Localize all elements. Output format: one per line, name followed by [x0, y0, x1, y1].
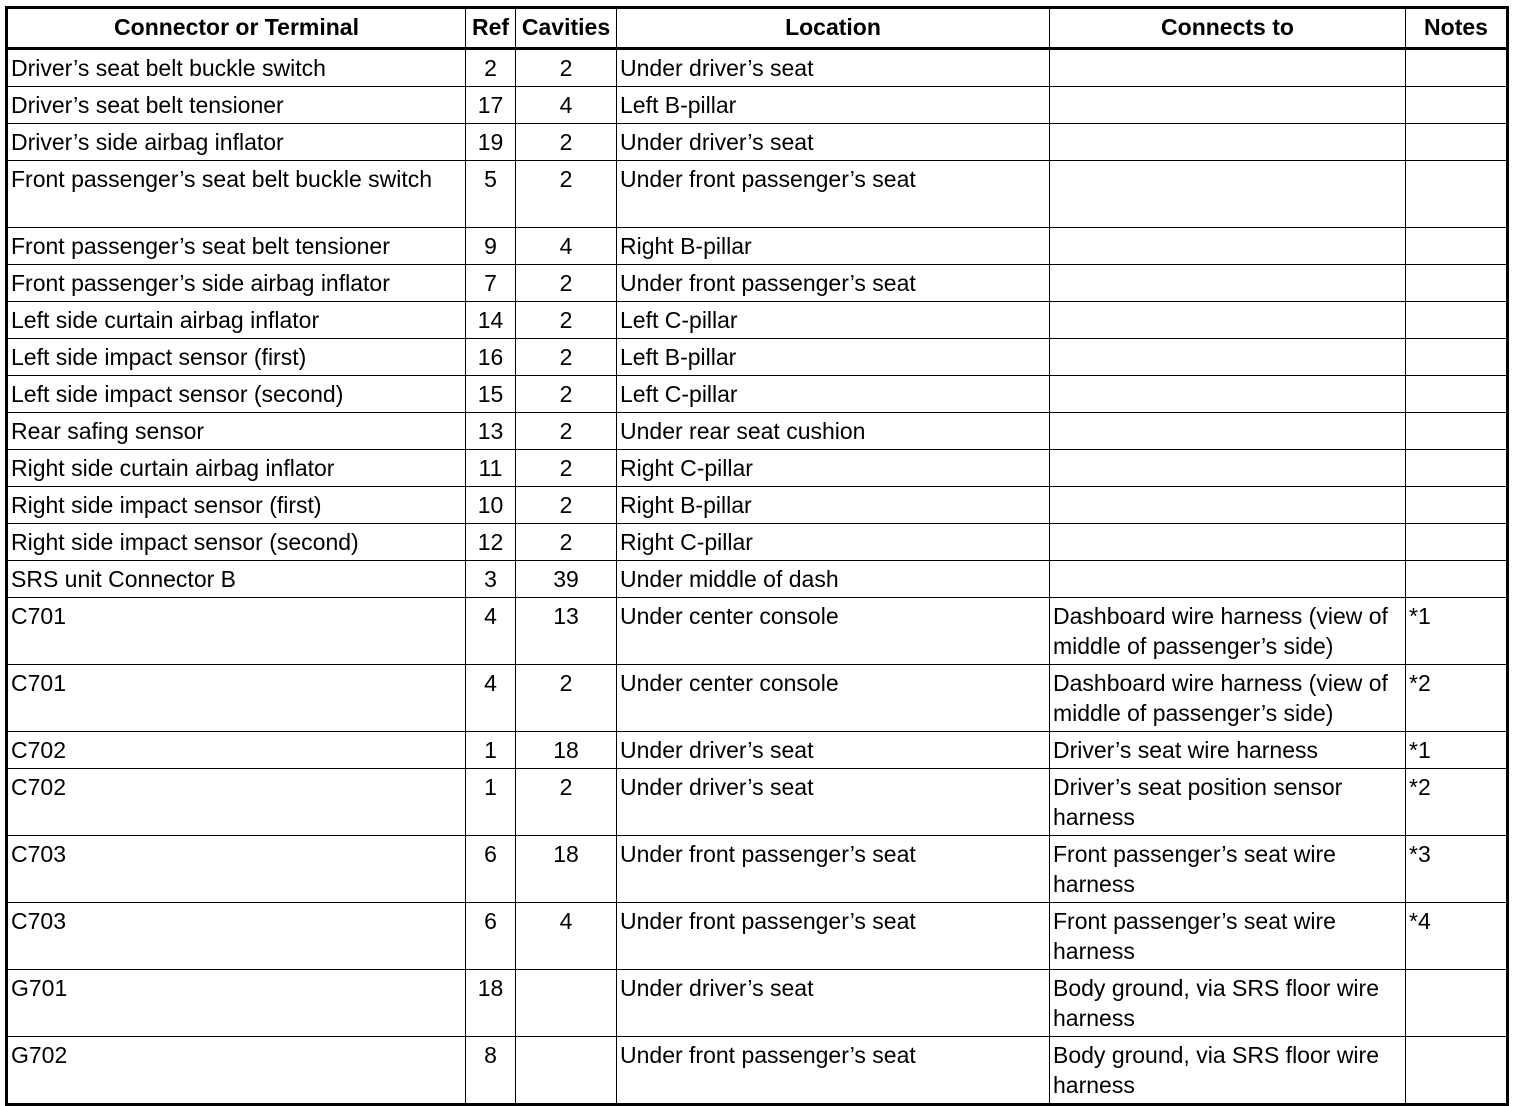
connector-table: [5, 6, 1509, 1106]
cell-ref: 6: [466, 836, 516, 903]
cell-connector: C703: [7, 836, 466, 903]
cell-notes: [1406, 302, 1508, 339]
cell-location: Under front passenger’s seat: [617, 265, 1050, 302]
cell-cavities: 2: [516, 302, 617, 339]
cell-notes: *2: [1406, 665, 1508, 732]
table-row: [7, 265, 1508, 302]
cell-ref: 9: [466, 228, 516, 265]
cell-connector: G702: [7, 1037, 466, 1105]
cell-connector: Rear safing sensor: [7, 413, 466, 450]
cell-ref: 5: [466, 161, 516, 228]
cell-connects-to: [1050, 450, 1406, 487]
header-connects-to: Connects to: [1050, 8, 1406, 49]
cell-cavities: 4: [516, 903, 617, 970]
table-row: [7, 49, 1508, 87]
table-row: [7, 161, 1508, 228]
cell-cavities: 2: [516, 524, 617, 561]
cell-ref: 3: [466, 561, 516, 598]
cell-connector: Right side impact sensor (first): [7, 487, 466, 524]
cell-ref: 4: [466, 598, 516, 665]
cell-connects-to: [1050, 49, 1406, 87]
cell-connector: C703: [7, 903, 466, 970]
cell-cavities: 2: [516, 124, 617, 161]
cell-connects-to: [1050, 302, 1406, 339]
table-row: [7, 302, 1508, 339]
cell-ref: 7: [466, 265, 516, 302]
cell-location: Right B-pillar: [617, 228, 1050, 265]
cell-location: Under driver’s seat: [617, 124, 1050, 161]
cell-connector: Right side impact sensor (second): [7, 524, 466, 561]
cell-cavities: 13: [516, 598, 617, 665]
table-row: [7, 970, 1508, 1037]
table-row: [7, 836, 1508, 903]
table-row: [7, 561, 1508, 598]
cell-connects-to: [1050, 87, 1406, 124]
table-row: [7, 450, 1508, 487]
cell-cavities: 39: [516, 561, 617, 598]
table-row: [7, 732, 1508, 769]
cell-connector: Left side impact sensor (first): [7, 339, 466, 376]
cell-connector: G701: [7, 970, 466, 1037]
cell-connector: C702: [7, 732, 466, 769]
table-row: [7, 228, 1508, 265]
cell-location: Left C-pillar: [617, 376, 1050, 413]
table-row: [7, 598, 1508, 665]
cell-notes: [1406, 376, 1508, 413]
cell-location: Under front passenger’s seat: [617, 836, 1050, 903]
cell-cavities: [516, 1037, 617, 1105]
cell-notes: [1406, 49, 1508, 87]
cell-ref: 4: [466, 665, 516, 732]
header-connector: Connector or Terminal: [7, 8, 466, 49]
cell-notes: [1406, 413, 1508, 450]
cell-notes: *4: [1406, 903, 1508, 970]
cell-ref: 19: [466, 124, 516, 161]
cell-notes: *2: [1406, 769, 1508, 836]
cell-cavities: 18: [516, 836, 617, 903]
cell-ref: 6: [466, 903, 516, 970]
table-row: [7, 524, 1508, 561]
cell-connector: SRS unit Connector B: [7, 561, 466, 598]
table-row: [7, 665, 1508, 732]
cell-ref: 1: [466, 732, 516, 769]
cell-cavities: 4: [516, 228, 617, 265]
cell-location: Under driver’s seat: [617, 732, 1050, 769]
cell-ref: 2: [466, 49, 516, 87]
cell-notes: [1406, 450, 1508, 487]
cell-cavities: 2: [516, 665, 617, 732]
cell-cavities: [516, 970, 617, 1037]
cell-connects-to: Dashboard wire harness (view of middle of passenger’s side): [1050, 665, 1406, 732]
cell-ref: 1: [466, 769, 516, 836]
cell-notes: [1406, 161, 1508, 228]
cell-location: Left B-pillar: [617, 339, 1050, 376]
cell-ref: 18: [466, 970, 516, 1037]
cell-connector: C701: [7, 665, 466, 732]
cell-notes: *1: [1406, 732, 1508, 769]
cell-connects-to: Body ground, via SRS floor wire harness: [1050, 1037, 1406, 1105]
cell-notes: [1406, 524, 1508, 561]
cell-connects-to: Dashboard wire harness (view of middle of passenger’s side): [1050, 598, 1406, 665]
cell-connects-to: Driver’s seat wire harness: [1050, 732, 1406, 769]
cell-notes: [1406, 87, 1508, 124]
cell-ref: 11: [466, 450, 516, 487]
cell-ref: 10: [466, 487, 516, 524]
cell-notes: [1406, 265, 1508, 302]
cell-location: Under driver’s seat: [617, 769, 1050, 836]
cell-notes: [1406, 487, 1508, 524]
cell-connects-to: [1050, 376, 1406, 413]
cell-cavities: 18: [516, 732, 617, 769]
cell-location: Under front passenger’s seat: [617, 1037, 1050, 1105]
cell-location: Under center console: [617, 665, 1050, 732]
cell-connects-to: [1050, 124, 1406, 161]
cell-ref: 15: [466, 376, 516, 413]
table-row: [7, 413, 1508, 450]
cell-connector: Right side curtain airbag inflator: [7, 450, 466, 487]
cell-cavities: 2: [516, 413, 617, 450]
cell-notes: [1406, 339, 1508, 376]
cell-ref: 14: [466, 302, 516, 339]
header-location: Location: [617, 8, 1050, 49]
table-row: [7, 339, 1508, 376]
cell-notes: [1406, 124, 1508, 161]
header-row: [7, 8, 1508, 49]
cell-connects-to: [1050, 487, 1406, 524]
cell-connector: Front passenger’s seat belt buckle switch: [7, 161, 466, 228]
cell-cavities: 2: [516, 487, 617, 524]
cell-connector: C701: [7, 598, 466, 665]
table-row: [7, 903, 1508, 970]
table-row: [7, 769, 1508, 836]
table-row: [7, 376, 1508, 413]
cell-cavities: 2: [516, 161, 617, 228]
table-row: [7, 487, 1508, 524]
cell-connector: C702: [7, 769, 466, 836]
cell-connector: Front passenger’s side airbag inflator: [7, 265, 466, 302]
cell-ref: 12: [466, 524, 516, 561]
cell-notes: [1406, 228, 1508, 265]
cell-connector: Front passenger’s seat belt tensioner: [7, 228, 466, 265]
cell-cavities: 2: [516, 49, 617, 87]
cell-notes: [1406, 970, 1508, 1037]
cell-connects-to: Front passenger’s seat wire harness: [1050, 903, 1406, 970]
cell-cavities: 2: [516, 339, 617, 376]
cell-connects-to: [1050, 413, 1406, 450]
cell-location: Under rear seat cushion: [617, 413, 1050, 450]
cell-notes: [1406, 1037, 1508, 1105]
cell-cavities: 2: [516, 450, 617, 487]
cell-notes: *1: [1406, 598, 1508, 665]
cell-connects-to: Front passenger’s seat wire harness: [1050, 836, 1406, 903]
cell-ref: 13: [466, 413, 516, 450]
cell-connects-to: [1050, 561, 1406, 598]
cell-location: Under center console: [617, 598, 1050, 665]
cell-ref: 16: [466, 339, 516, 376]
cell-cavities: 2: [516, 265, 617, 302]
header-notes: Notes: [1406, 8, 1508, 49]
cell-location: Left C-pillar: [617, 302, 1050, 339]
cell-connects-to: Driver’s seat position sensor harness: [1050, 769, 1406, 836]
cell-location: Right B-pillar: [617, 487, 1050, 524]
table-row: [7, 124, 1508, 161]
cell-connects-to: [1050, 265, 1406, 302]
cell-connects-to: [1050, 228, 1406, 265]
cell-connector: Driver’s seat belt tensioner: [7, 87, 466, 124]
cell-location: Under front passenger’s seat: [617, 903, 1050, 970]
cell-connector: Driver’s seat belt buckle switch: [7, 49, 466, 87]
cell-cavities: 4: [516, 87, 617, 124]
cell-location: Left B-pillar: [617, 87, 1050, 124]
cell-connects-to: [1050, 339, 1406, 376]
cell-location: Under driver’s seat: [617, 49, 1050, 87]
cell-cavities: 2: [516, 376, 617, 413]
cell-notes: [1406, 561, 1508, 598]
table-row: [7, 87, 1508, 124]
cell-connector: Left side impact sensor (second): [7, 376, 466, 413]
cell-connects-to: [1050, 161, 1406, 228]
cell-location: Under driver’s seat: [617, 970, 1050, 1037]
table-row: [7, 1037, 1508, 1105]
cell-notes: *3: [1406, 836, 1508, 903]
header-ref: Ref: [466, 8, 516, 49]
cell-ref: 17: [466, 87, 516, 124]
cell-location: Right C-pillar: [617, 524, 1050, 561]
cell-location: Under middle of dash: [617, 561, 1050, 598]
cell-connector: Driver’s side airbag inflator: [7, 124, 466, 161]
cell-location: Right C-pillar: [617, 450, 1050, 487]
header-cavities: Cavities: [516, 8, 617, 49]
cell-cavities: 2: [516, 769, 617, 836]
cell-connects-to: Body ground, via SRS floor wire harness: [1050, 970, 1406, 1037]
cell-ref: 8: [466, 1037, 516, 1105]
cell-connector: Left side curtain airbag inflator: [7, 302, 466, 339]
table-body: [7, 49, 1508, 1105]
cell-connects-to: [1050, 524, 1406, 561]
cell-location: Under front passenger’s seat: [617, 161, 1050, 228]
